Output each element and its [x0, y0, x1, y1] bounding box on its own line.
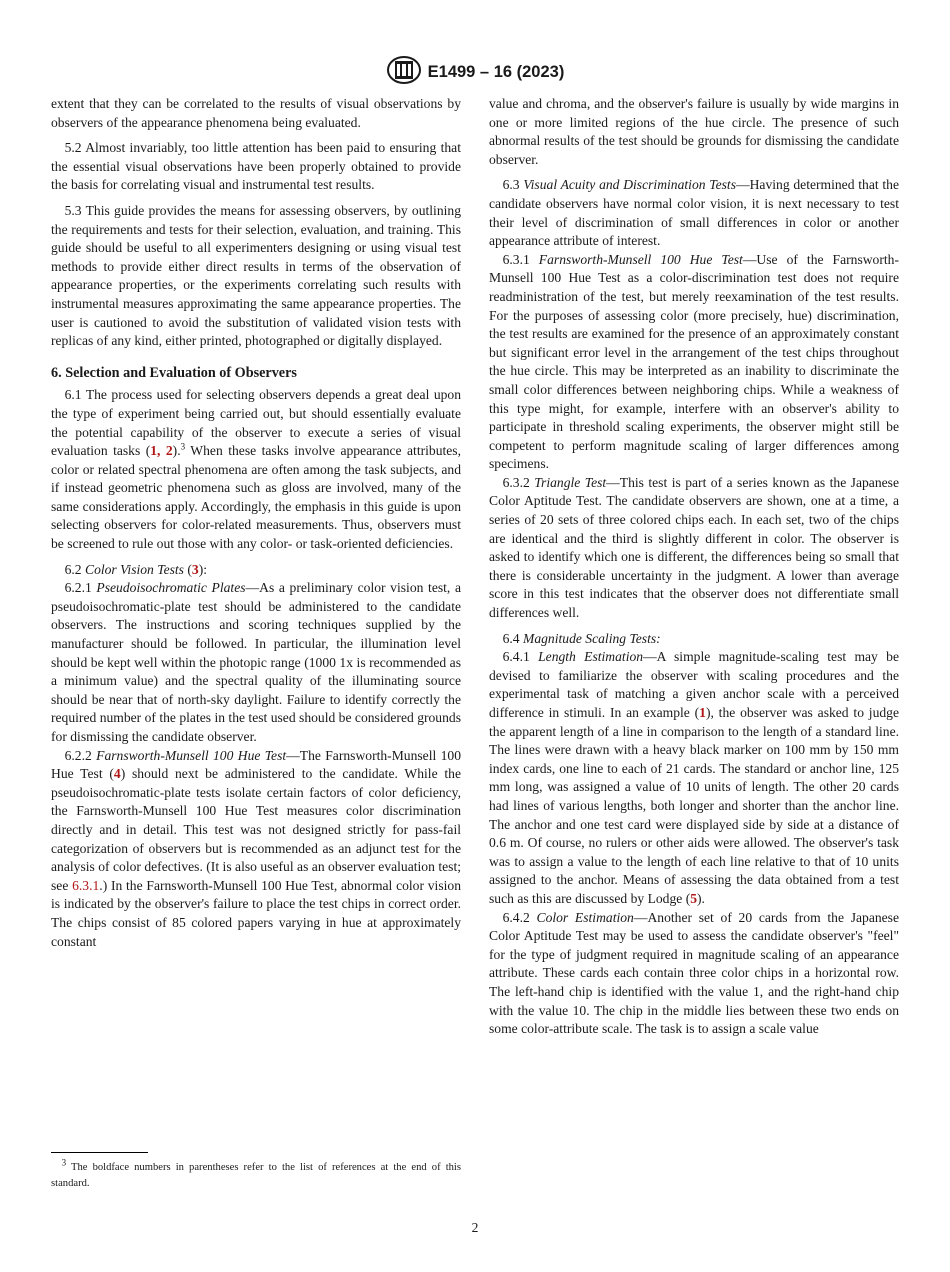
reference-link[interactable]: 1, 2	[150, 443, 173, 459]
paragraph-6-3-2: 6.3.2 Triangle Test—This test is part of a series known as the Japanese Color Aptitude Test. The candidate observers are shown, one at a time, a series of 20 sets of three colored chips each. In each set, two of the chips are identical and the third is slightly different in color. The observer is asked to identify which one is different, the differences being so small that there is considerable uncertainty in the judgment. A lower than average score in this test indicates that the observer does not differentiate small differences well.	[489, 474, 899, 621]
right-column	[489, 95, 899, 1046]
section-heading-6: 6. Selection and Evaluation of Observers	[51, 364, 297, 381]
paragraph-6-4: 6.4 Magnitude Scaling Tests:	[502, 630, 661, 646]
left-column	[51, 95, 461, 958]
paragraph-6-2: 6.2 Color Vision Tests (3):	[64, 561, 208, 577]
document-designation: E1499 – 16 (2023)	[427, 63, 565, 81]
reference-link[interactable]: 3	[191, 561, 199, 577]
paragraph-6-2-2: 6.2.2 Farnsworth-Munsell 100 Hue Test—The Farnsworth-Munsell 100 Hue Test (4) should next be administered to the candidate. While the pseudoisochromatic-plate tests isolate certain factors of color deficiency, the Farnsworth-Munsell 100 Hue Test measures color discrimination directly and in detail. This test was not designed strictly for pass-fail categorization of observers but is recommended as an adjunct test for the analysis of color defectives. (It is also useful as an observer evaluation test; see 6.3.1.) In the Farnsworth-Munsell 100 Hue Test, abnormal color vision is indicated by the observer's failure to place the test chips in correct order. The chips consist of 85 colored papers varying in hue at approximately constant	[51, 747, 461, 949]
reference-link[interactable]: 5	[690, 890, 698, 906]
paragraph-6-3-1: 6.3.1 Farnsworth-Munsell 100 Hue Test—Use of the Farnsworth-Munsell 100 Hue Test as a color-discrimination test does not require readministration of the test, but merely reexamination of the test results. For the purposes of assessing color (more precisely, hue) discrimination, the test results are examined for the presence of an approximately constant but significant error level in the arrangement of the test chips throughout the hue circle. This may be interpreted as an inability to discriminate the small color differences between neighboring chips. While a weakness of this type might, for example, interfere with an observer's ability to participate in threshold scaling experiments, the observer might still be competent to perform magnitude scaling of larger differences among specimens.	[489, 251, 899, 472]
astm-logo-icon	[386, 55, 422, 90]
section-cross-reference-link[interactable]: 6.3.1	[72, 877, 100, 893]
paragraph-6-3: 6.3 Visual Acuity and Discrimination Tests—Having determined that the candidate observers have normal color vision, it is next necessary to test their level of discrimination of small differences in color or another appearance attribute of interest.	[489, 177, 900, 249]
paragraph-6-4-1: 6.4.1 Length Estimation—A simple magnitude-scaling test may be devised to familiarize the observer with scaling procedures and the experimental task of matching a given anchor scale with a perceived difference in stimuli. In an example (1), the observer was asked to judge the apparent length of a line in comparison to the length of a standard line. The lines were drawn with a heavy black marker on 100 mm by 150 mm index cards, one line to each of 21 cards. The standard or anchor line, 125 mm long, was assigned a value of 10 units of length. The other 20 cards had lines of various lengths, both longer and shorter than the anchor line. The anchor and one test card were displayed side by side at a distance of 0.6 m. Of course, no rulers or other aids were allowed. The observer's task was to assign a value to the length of each line relative to that of 10 units assigned to the anchor. Means of assessing the data obtained from a test such as this are discussed by Lodge (5).	[489, 649, 899, 906]
reference-link[interactable]: 4	[113, 766, 121, 782]
paragraph-6-2-1: 6.2.1 Pseudoisochromatic Plates—As a preliminary color vision test, a pseudoisochromatic-plate test should be administered to the candidate observers. The instructions and scoring techniques supplied by the manufacturer should be followed. In particular, the illumination level should be kept well within the photopic range (1000 1x is recommended as a minimum value) and the spectral quality of the illuminating source should be near that of north-sky daylight. Failure to identify correctly the required number of the plates in the test used should be considered grounds for dismissing the candidate observer.	[51, 580, 462, 744]
paragraph-5-3: 5.3 This guide provides the means for assessing observers, by outlining the requirements and tests for their selection, evaluation, and training. This guide should be useful to all experimenters designing or using visual test methods to provide either direct results in terms of the observation of appearance properties, or the experiments correlating such results with instrumental measures approximating the same appearance properties. The user is cautioned to avoid the substitution of validated vision tests with replicas of any kind, either printed, photographed or digitally displayed.	[51, 202, 462, 349]
footnote-marker[interactable]: 3	[180, 441, 186, 452]
paragraph-6-4-2: 6.4.2 Color Estimation—Another set of 20 cards from the Japanese Color Aptitude Test may be used to assess the candidate observer's "feel" for the type of judgment required in magnitude scaling of an appearance attribute. These cards each contain three color chips in a horizontal row. The left-hand chip is identified with the value 1, and the right-hand chip with the value 10. The chip in the middle lies between these two ends on some color-attribute scale. The task is to assign a scale value	[489, 909, 900, 1037]
reference-link[interactable]: 1	[699, 705, 706, 720]
paragraph-6-1: 6.1 The process used for selecting observers depends a great deal upon the type of experiment being carried out, but should essentially evaluate the potential capability of the observer to execute a series of visual evaluation tasks (1, 2).$^3$ When these tasks involve appearance attributes, color or related spectral phenomena are often among the task subjects, and if instead geometric phenomena such as gloss are involved, many of the same considerations apply. Accordingly, the emphasis in this guide is upon selecting observers for color-related measurements. Thus, observers must be screened to rule out those with any color- or task-oriented deficiencies.	[51, 387, 462, 552]
paragraph-continued-right: value and chroma, and the observer's failure is usually by wide margins in one or more limited regions of the hue circle. The presence of such abnormal results of the test should be grounds for dismissing the candidate observer.	[489, 96, 899, 167]
page-header	[0, 55, 950, 90]
paragraph-continued: extent that they can be correlated to the results of visual observations by observers of the appearance phenomena being evaluated.	[51, 96, 461, 130]
footnote-divider	[51, 1152, 148, 1153]
page-number: 2	[471, 1220, 479, 1235]
footnote: $^3$ The boldface numbers in parentheses refer to the list of references at the end of this standard.	[51, 1157, 461, 1189]
paragraph-5-2: 5.2 Almost invariably, too little attention has been paid to ensuring that the essential visual observations have been properly obtained to provide the basis for correlating visual and instrumental test results.	[51, 140, 461, 193]
